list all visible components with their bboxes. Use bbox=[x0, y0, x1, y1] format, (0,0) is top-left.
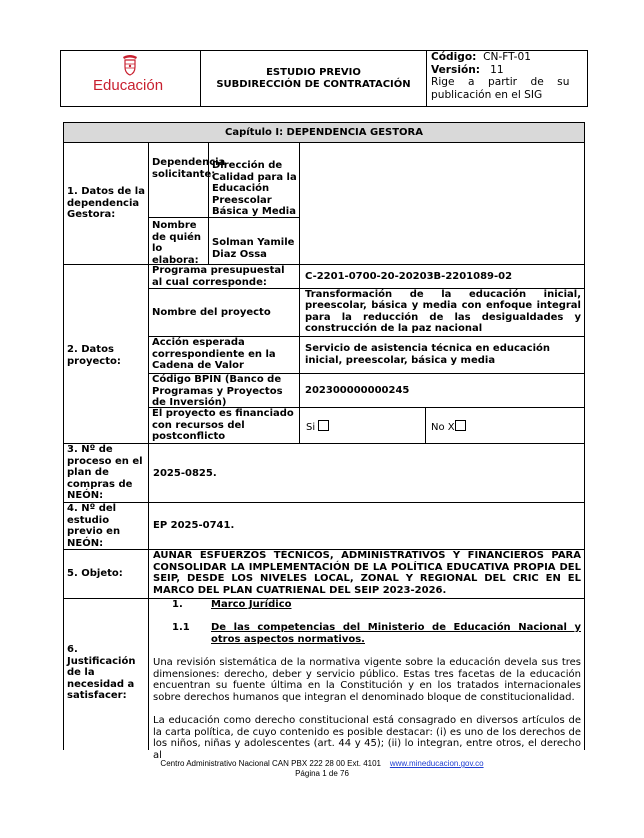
row4-label: 4. Nº del estudio previo en NEÓN: bbox=[67, 503, 121, 549]
section-1-number: 1. bbox=[172, 599, 183, 610]
document-subtitle: SUBDIRECCIÓN DE CONTRATACIÓN bbox=[216, 78, 411, 90]
action-label: Acción esperada correspondiente en la Cadena de Valor bbox=[152, 337, 276, 372]
bpin-value: 202300000000245 bbox=[305, 385, 410, 396]
footer-website-link[interactable]: www.mineducacion.gov.co bbox=[389, 759, 484, 768]
rige-line-1: Rige a partir de su bbox=[431, 76, 570, 89]
row3-label: 3. Nº de proceso en el plan de compras de NEÓN: bbox=[67, 444, 143, 502]
version-value: 11 bbox=[490, 63, 504, 76]
row-divider bbox=[63, 264, 585, 265]
si-label: Si bbox=[306, 422, 316, 433]
program-value: C-2201-0700-20-20203B-2201089-02 bbox=[305, 271, 513, 282]
row1-label: 1. Datos de la dependencia Gestora: bbox=[67, 186, 145, 221]
logo-text: Educación bbox=[93, 77, 164, 94]
column-divider bbox=[425, 407, 426, 443]
chapter-title-bar: Capítulo I: DEPENDENCIA GESTORA bbox=[63, 122, 585, 143]
dependency-label: Dependencia solicitante: bbox=[152, 157, 226, 180]
document-title: ESTUDIO PREVIO bbox=[266, 66, 361, 78]
row3-value: 2025-0825. bbox=[153, 468, 217, 479]
code-value: CN-FT-01 bbox=[483, 51, 531, 63]
no-checkbox[interactable] bbox=[455, 420, 466, 431]
column-divider bbox=[299, 143, 300, 264]
author-value: Solman Yamile Diaz Ossa bbox=[212, 237, 295, 260]
row5-label: 5. Objeto: bbox=[67, 568, 123, 579]
section-1-1-heading: De las competencias del Ministerio de Educación Nacional y otros aspectos normativos. bbox=[211, 622, 581, 645]
code-label: Código: bbox=[431, 51, 477, 63]
footer bbox=[0, 759, 644, 769]
row-divider bbox=[63, 598, 585, 599]
section-1-1-number: 1.1 bbox=[172, 622, 190, 633]
bpin-label: Código BPIN (Banco de Programas y Proyectos de Inversión) bbox=[152, 374, 283, 409]
coat-of-arms-icon bbox=[120, 54, 140, 76]
column-divider bbox=[148, 143, 149, 750]
justification-paragraph-2: La educación como derecho constitucional está consagrado en diversos artículos de la carta política, de cuyo contenido es posible destacar: (i) es uno de los derechos de los niños, niñas y adolescentes (art. 44 y 45); (ii) lo integran, entre otros, el derecho al bbox=[153, 715, 581, 761]
dependency-value: Dirección de Calidad para la Educación Preescolar Básica y Media bbox=[212, 160, 297, 218]
postconflict-no-option[interactable] bbox=[431, 420, 466, 434]
no-label: No X bbox=[431, 422, 455, 433]
si-checkbox[interactable] bbox=[318, 420, 329, 431]
row6-label: 6. Justificación de la necesidad a satisfacer: bbox=[67, 644, 136, 702]
rige-line-2: publicación en el SIG bbox=[431, 88, 543, 101]
row4-value: EP 2025-0741. bbox=[153, 520, 235, 531]
footer-address: Centro Administrativo Nacional CAN PBX 222 28 00 Ext. 4101 bbox=[160, 759, 381, 768]
author-label: Nombre de quién lo elabora: bbox=[152, 220, 202, 266]
postconflict-si-option[interactable] bbox=[306, 420, 329, 434]
section-1-heading: Marco Jurídico bbox=[211, 599, 292, 610]
object-value: AUNAR ESFUERZOS TÉCNICOS, ADMINISTRATIVOS Y FINANCIEROS PARA CONSOLIDAR LA IMPLEMENTACIÓN DE LA POLÍTICA EDUCATIVA PROPIA DEL SEIP, DESDE LOS NIVELES LOCAL, ZONAL Y REGIONAL DEL CRIC EN EL MARCO DEL PLAN CUATRIENAL DEL SEIP 2023-2026. bbox=[153, 550, 581, 596]
project-name-value: Transformación de la educación inicial, preescolar, básica y media con enfoque integral para la reducción de las desigualdades y construcción de la paz nacional bbox=[305, 289, 581, 335]
column-divider bbox=[299, 264, 300, 443]
header-meta-cell bbox=[431, 51, 586, 106]
action-value: Servicio de asistencia técnica en educación inicial, preescolar, básica y media bbox=[305, 343, 550, 366]
postconflict-label: El proyecto es financiado con recursos del postconflicto bbox=[152, 408, 294, 443]
row2-label: 2. Datos proyecto: bbox=[67, 344, 121, 367]
page-number: Página 1 de 76 bbox=[295, 769, 349, 778]
justification-paragraph-1: Una revisión sistemática de la normativa vigente sobre la educación devela sus tres dimensiones: derecho, deber y servicio público. Estas tres facetas de la educación encuentran su fuente última en la Constitución y en los tratados internacionales sobre derechos humanos que integran el denominado bloque de constitucionalidad. bbox=[153, 657, 581, 703]
logo-cell bbox=[61, 51, 201, 106]
version-label: Versión: bbox=[431, 63, 481, 76]
header-title-cell bbox=[201, 51, 427, 106]
program-label: Programa presupuestal al cual corresponde: bbox=[152, 265, 285, 288]
project-name-label: Nombre del proyecto bbox=[152, 307, 271, 318]
